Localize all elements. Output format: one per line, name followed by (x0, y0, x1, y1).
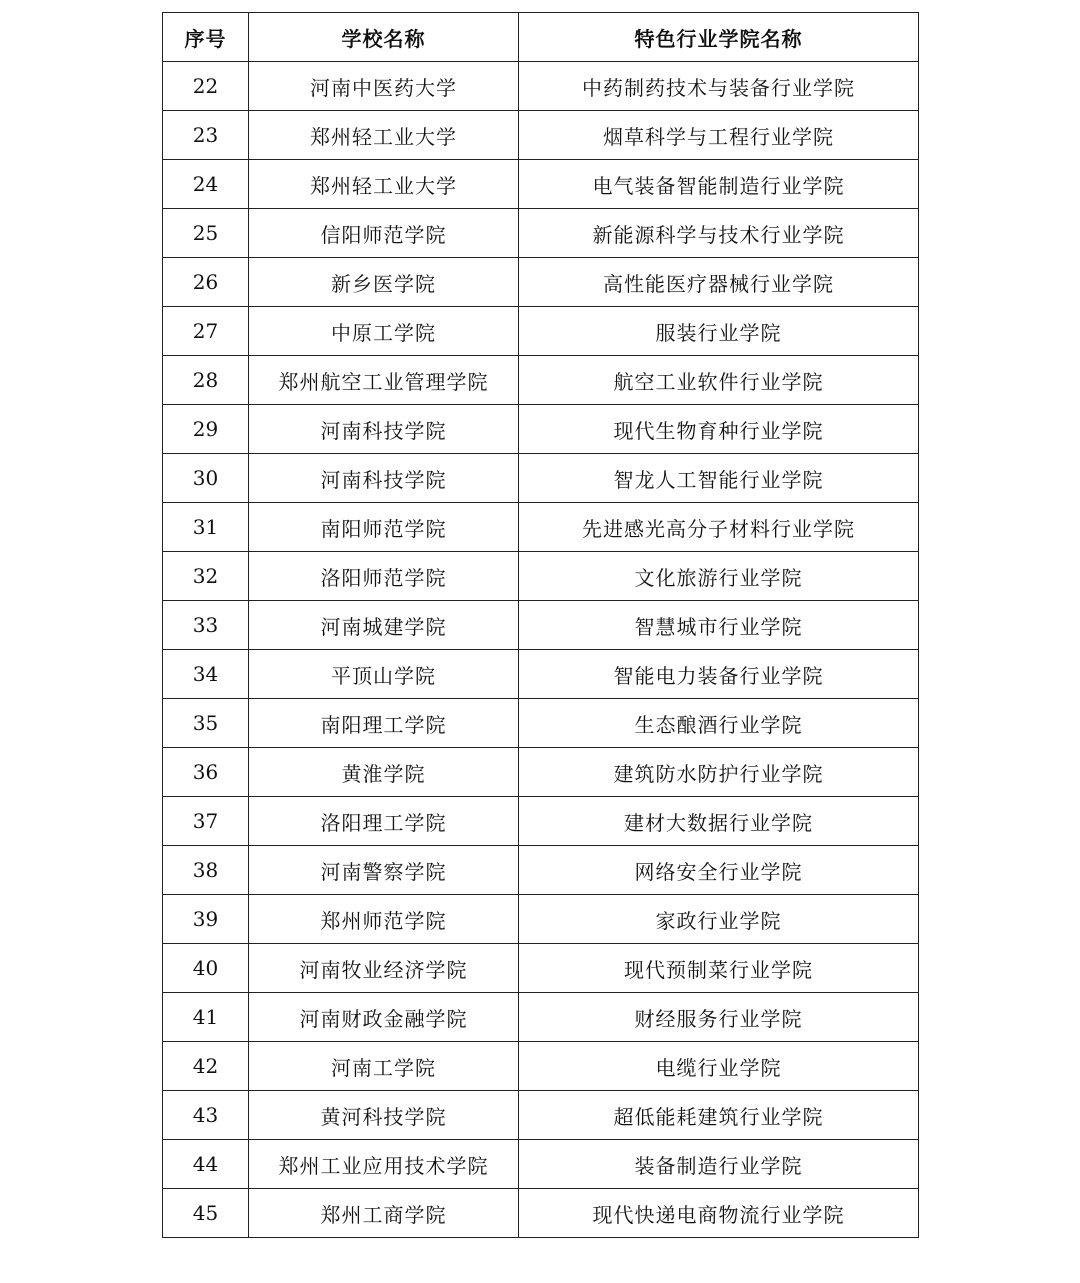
header-number: 序号 (163, 13, 249, 62)
college-name: 烟草科学与工程行业学院 (519, 111, 919, 160)
table-row (163, 356, 919, 405)
table-row (163, 454, 919, 503)
row-number: 37 (163, 797, 249, 846)
row-number: 41 (163, 993, 249, 1042)
table-row (163, 993, 919, 1042)
school-name: 中原工学院 (249, 307, 519, 356)
row-number: 39 (163, 895, 249, 944)
school-name: 黄淮学院 (249, 748, 519, 797)
college-name: 智龙人工智能行业学院 (519, 454, 919, 503)
school-name: 郑州航空工业管理学院 (249, 356, 519, 405)
table-row (163, 895, 919, 944)
college-name: 电气装备智能制造行业学院 (519, 160, 919, 209)
row-number: 31 (163, 503, 249, 552)
school-name: 洛阳理工学院 (249, 797, 519, 846)
school-name: 郑州工商学院 (249, 1189, 519, 1238)
college-name: 高性能医疗器械行业学院 (519, 258, 919, 307)
college-name: 现代快递电商物流行业学院 (519, 1189, 919, 1238)
table-row (163, 503, 919, 552)
table-row (163, 209, 919, 258)
row-number: 29 (163, 405, 249, 454)
row-number: 33 (163, 601, 249, 650)
school-name: 郑州轻工业大学 (249, 160, 519, 209)
table-row (163, 650, 919, 699)
row-number: 38 (163, 846, 249, 895)
table-row (163, 1091, 919, 1140)
table-row (163, 601, 919, 650)
school-name: 郑州工业应用技术学院 (249, 1140, 519, 1189)
header-college-name: 特色行业学院名称 (519, 13, 919, 62)
row-number: 26 (163, 258, 249, 307)
row-number: 28 (163, 356, 249, 405)
header-school-name: 学校名称 (249, 13, 519, 62)
row-number: 42 (163, 1042, 249, 1091)
school-name: 河南科技学院 (249, 405, 519, 454)
row-number: 44 (163, 1140, 249, 1189)
table-row (163, 1140, 919, 1189)
table-row (163, 748, 919, 797)
school-name: 洛阳师范学院 (249, 552, 519, 601)
college-name: 新能源科学与技术行业学院 (519, 209, 919, 258)
college-name: 建材大数据行业学院 (519, 797, 919, 846)
table-row (163, 405, 919, 454)
college-name: 航空工业软件行业学院 (519, 356, 919, 405)
college-name: 文化旅游行业学院 (519, 552, 919, 601)
table-row (163, 846, 919, 895)
table-body (163, 62, 919, 1238)
college-name: 财经服务行业学院 (519, 993, 919, 1042)
school-name: 郑州师范学院 (249, 895, 519, 944)
row-number: 24 (163, 160, 249, 209)
table-row (163, 307, 919, 356)
college-name: 网络安全行业学院 (519, 846, 919, 895)
school-name: 河南科技学院 (249, 454, 519, 503)
college-name: 超低能耗建筑行业学院 (519, 1091, 919, 1140)
row-number: 34 (163, 650, 249, 699)
school-name: 郑州轻工业大学 (249, 111, 519, 160)
row-number: 27 (163, 307, 249, 356)
table-row (163, 552, 919, 601)
row-number: 32 (163, 552, 249, 601)
table-row (163, 699, 919, 748)
college-name: 装备制造行业学院 (519, 1140, 919, 1189)
college-name: 智慧城市行业学院 (519, 601, 919, 650)
college-name: 现代预制菜行业学院 (519, 944, 919, 993)
school-name: 新乡医学院 (249, 258, 519, 307)
college-name: 建筑防水防护行业学院 (519, 748, 919, 797)
row-number: 22 (163, 62, 249, 111)
colleges-table (162, 12, 919, 1238)
college-name: 现代生物育种行业学院 (519, 405, 919, 454)
college-name: 先进感光高分子材料行业学院 (519, 503, 919, 552)
college-name: 生态酿酒行业学院 (519, 699, 919, 748)
row-number: 23 (163, 111, 249, 160)
school-name: 黄河科技学院 (249, 1091, 519, 1140)
school-name: 河南牧业经济学院 (249, 944, 519, 993)
college-name: 电缆行业学院 (519, 1042, 919, 1091)
school-name: 河南中医药大学 (249, 62, 519, 111)
school-name: 河南城建学院 (249, 601, 519, 650)
table-row (163, 160, 919, 209)
school-name: 南阳师范学院 (249, 503, 519, 552)
school-name: 信阳师范学院 (249, 209, 519, 258)
college-name: 家政行业学院 (519, 895, 919, 944)
table-header-row (163, 13, 919, 62)
row-number: 40 (163, 944, 249, 993)
table-row (163, 258, 919, 307)
school-name: 平顶山学院 (249, 650, 519, 699)
table-row (163, 944, 919, 993)
row-number: 35 (163, 699, 249, 748)
table-row (163, 1189, 919, 1238)
college-name: 服装行业学院 (519, 307, 919, 356)
row-number: 30 (163, 454, 249, 503)
row-number: 25 (163, 209, 249, 258)
row-number: 43 (163, 1091, 249, 1140)
table-row (163, 62, 919, 111)
table-row (163, 1042, 919, 1091)
school-name: 河南警察学院 (249, 846, 519, 895)
row-number: 45 (163, 1189, 249, 1238)
school-name: 河南工学院 (249, 1042, 519, 1091)
school-name: 河南财政金融学院 (249, 993, 519, 1042)
school-name: 南阳理工学院 (249, 699, 519, 748)
table-row (163, 797, 919, 846)
college-name: 智能电力装备行业学院 (519, 650, 919, 699)
college-name: 中药制药技术与装备行业学院 (519, 62, 919, 111)
table-row (163, 111, 919, 160)
row-number: 36 (163, 748, 249, 797)
